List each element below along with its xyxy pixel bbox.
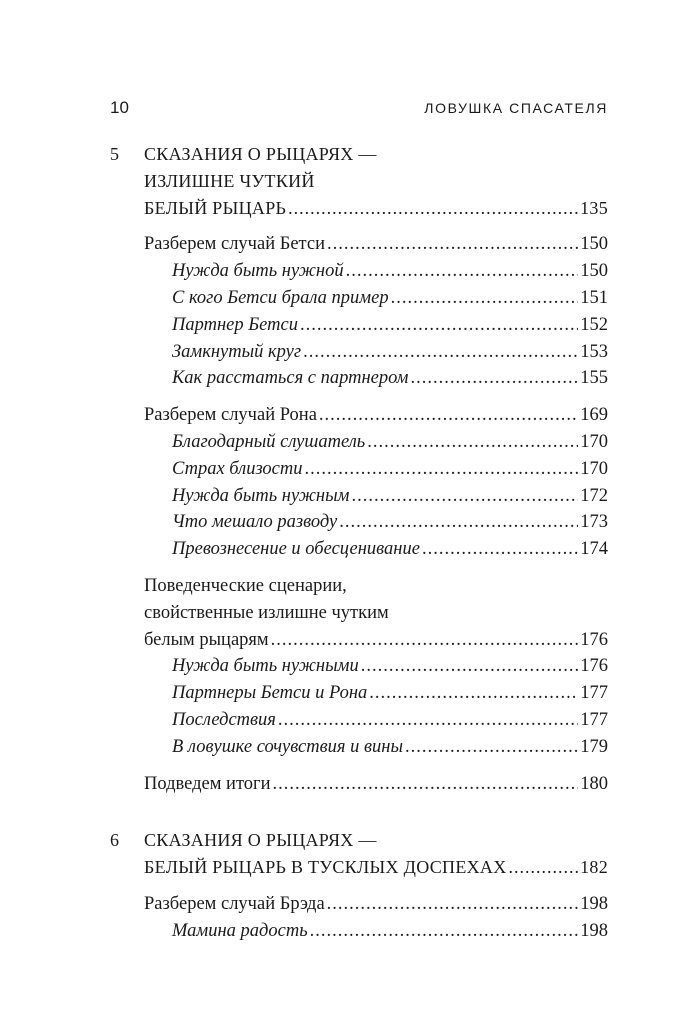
- toc-entry: Разберем случай Рона ..... 169: [110, 402, 608, 429]
- toc-subentry: Страх близости ..... 170: [110, 456, 608, 483]
- toc-entry: Подведем итоги ..... 180: [110, 771, 608, 798]
- dot-leader: [278, 707, 578, 734]
- toc-entry: Разберем случай Бетси ..... 150: [110, 231, 608, 258]
- chapter-5-title-line-1: 5 СКАЗАНИЯ О РЫЦАРЯХ —: [110, 141, 608, 168]
- toc-subentry: Замкнутый круг ..... 153: [110, 339, 608, 366]
- dot-leader: [303, 339, 578, 366]
- toc-subentry: С кого Бетси брала пример ..... 151: [110, 285, 608, 312]
- toc-entry-line: Поведенческие сценарии,: [144, 575, 347, 596]
- dot-leader: [410, 365, 578, 392]
- toc-subentry: В ловушке сочувствия и вины ..... 179: [110, 734, 608, 761]
- toc-subentry: Превознесение и обесценивание ..... 174: [110, 536, 608, 563]
- dot-leader: [327, 891, 579, 918]
- page-number: 10: [110, 98, 129, 117]
- dot-leader: [327, 231, 578, 258]
- chapter-6-number: 6: [110, 830, 120, 851]
- running-title: ЛОВУШКА СПАСАТЕЛЯ: [424, 100, 608, 116]
- dot-leader: [361, 653, 579, 680]
- dot-leader: [367, 429, 578, 456]
- chapter-5-page: 135: [580, 197, 608, 218]
- chapter-5-title-line-3: БЕЛЫЙ РЫЦАРЬ ..... 135: [110, 195, 608, 222]
- dot-leader: [351, 483, 578, 510]
- dot-leader: [509, 854, 579, 881]
- toc-entry: белым рыцарям ..... 176: [110, 627, 608, 654]
- chapter-6-title-line-1: 6 СКАЗАНИЯ О РЫЦАРЯХ —: [110, 827, 608, 854]
- toc-entry-line: свойственные излишне чутким: [144, 602, 389, 623]
- dot-leader: [310, 918, 579, 945]
- toc-subentry: Нужда быть нужной ..... 150: [110, 258, 608, 285]
- toc-subentry: Благодарный слушатель ..... 170: [110, 429, 608, 456]
- toc-subentry: Как расстаться с партнером ..... 155: [110, 365, 608, 392]
- chapter-6-page: 182: [580, 857, 608, 878]
- toc-subentry: Мамина радость ..... 198: [110, 918, 608, 945]
- chapter-5-title-line-2: ИЗЛИШНЕ ЧУТКИЙ: [144, 170, 315, 191]
- toc-subentry: Что мешало разводу ..... 173: [110, 509, 608, 536]
- toc-subentry: Партнер Бетси ..... 152: [110, 312, 608, 339]
- dot-leader: [273, 771, 579, 798]
- chapter-5-number: 5: [110, 144, 120, 164]
- toc-entry: Разберем случай Брэда ..... 198: [110, 891, 608, 918]
- toc-subentry: Партнеры Бетси и Рона ..... 177: [110, 680, 608, 707]
- dot-leader: [319, 402, 578, 429]
- dot-leader: [391, 285, 579, 312]
- dot-leader: [288, 195, 578, 222]
- dot-leader: [305, 456, 579, 483]
- dot-leader: [271, 627, 579, 654]
- chapter-6-title-line-2: БЕЛЫЙ РЫЦАРЬ В ТУСКЛЫХ ДОСПЕХАХ ..... 182: [110, 854, 608, 881]
- table-of-contents: [110, 141, 608, 945]
- dot-leader: [369, 680, 578, 707]
- dot-leader: [405, 734, 578, 761]
- running-header: [110, 98, 608, 122]
- dot-leader: [300, 312, 578, 339]
- dot-leader: [339, 509, 578, 536]
- dot-leader: [346, 258, 579, 285]
- toc-subentry: Нужда быть нужными ..... 176: [110, 653, 608, 680]
- toc-subentry: Последствия ..... 177: [110, 707, 608, 734]
- dot-leader: [422, 536, 578, 563]
- toc-subentry: Нужда быть нужным ..... 172: [110, 483, 608, 510]
